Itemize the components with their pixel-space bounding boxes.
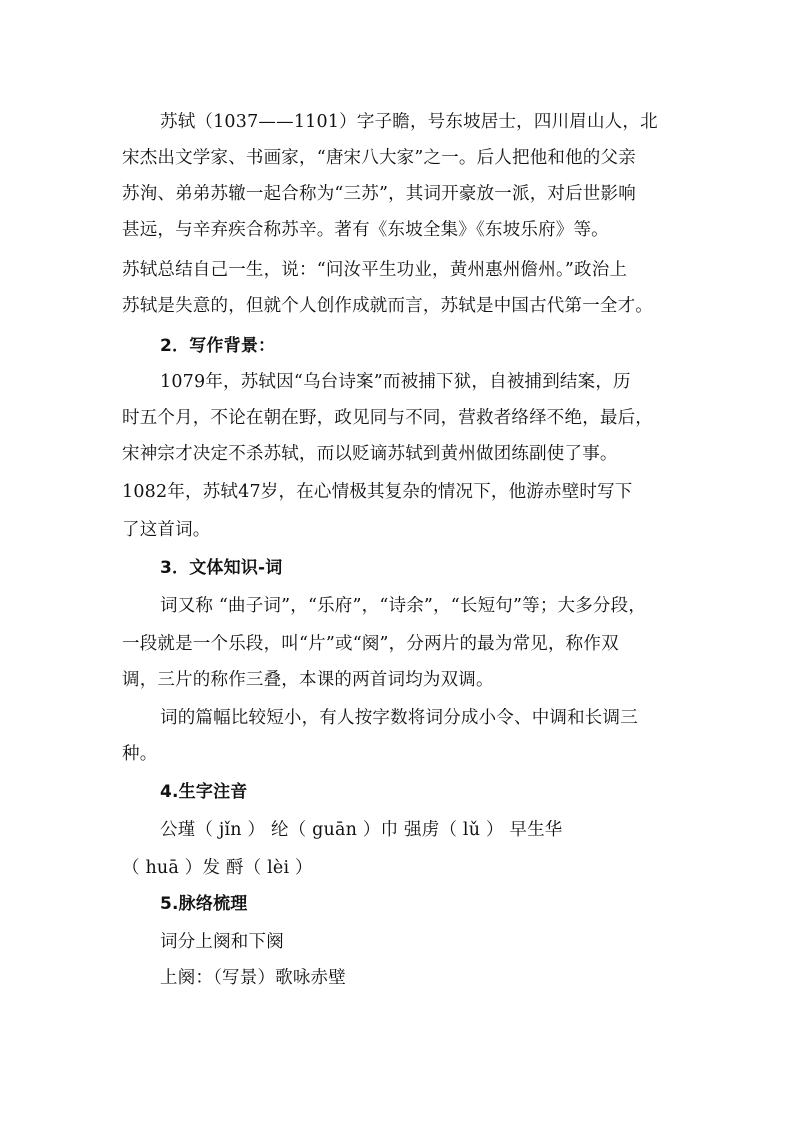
background-line-2: 时五个月，不论在朝在野，政见同与不同，营救者络绎不绝，最后， — [122, 408, 653, 428]
intro-line-4: 甚远，与辛弃疾合称苏辛。著有《东坡全集》《东坡乐府》等。 — [122, 220, 609, 240]
intro-line-5: 苏轼总结自己一生，说：“问汝平生功业，黄州惠州儋州。”政治上 — [122, 260, 628, 280]
background-line-1: 1079年，苏轼因“乌台诗案”而被捕下狱，自被捕到结案，历 — [160, 372, 631, 392]
genre-line-3: 调，三片的称作三叠，本课的两首词均为双调。 — [122, 670, 494, 690]
background-line-3: 宋神宗才决定不杀苏轼，而以贬谪苏轼到黄州做团练副使了事。 — [122, 444, 618, 464]
pronunciation-heading: 4.生字注音 — [160, 782, 248, 802]
genre-line-1: 词又称 “曲子词”，“乐府”，“诗余”，“长短句”等；大多分段， — [160, 596, 647, 616]
structure-heading: 5.脉络梳理 — [160, 894, 248, 914]
background-heading: 2．写作背景： — [160, 336, 276, 356]
background-line-5: 了这首词。 — [122, 520, 211, 540]
genre-line-5: 种。 — [122, 744, 158, 764]
intro-line-3: 苏洵、弟弟苏辙一起合称为“三苏”，其词开豪放一派，对后世影响 — [122, 184, 636, 204]
pronunciation-line-1: 公瑾（ jǐn ） 纶（ guān ）巾 强虏（ lǔ ） 早生华 — [160, 820, 563, 840]
pronunciation-line-2: （ huā ）发 酹（ lèi ） — [122, 858, 313, 878]
genre-line-4: 词的篇幅比较短小，有人按字数将词分成小令、中调和长调三 — [160, 708, 638, 728]
structure-line-2: 上阕：（写景）歌咏赤壁 — [160, 968, 346, 988]
structure-line-1: 词分上阕和下阕 — [160, 932, 284, 952]
genre-heading: 3．文体知识-词 — [160, 558, 283, 578]
intro-line-1: 苏轼（1037——1101）字子瞻，号东坡居士，四川眉山人，北 — [160, 112, 658, 132]
intro-line-2: 宋杰出文学家、书画家，“唐宋八大家”之一。后人把他和他的父亲 — [122, 148, 636, 168]
background-line-4: 1082年，苏轼47岁，在心情极其复杂的情况下，他游赤壁时写下 — [122, 482, 633, 502]
intro-line-6: 苏轼是失意的，但就个人创作成就而言，苏轼是中国古代第一全才。 — [122, 296, 653, 316]
genre-line-2: 一段就是一个乐段，叫“片”或“阕”，分两片的最为常见，称作双 — [122, 634, 619, 654]
